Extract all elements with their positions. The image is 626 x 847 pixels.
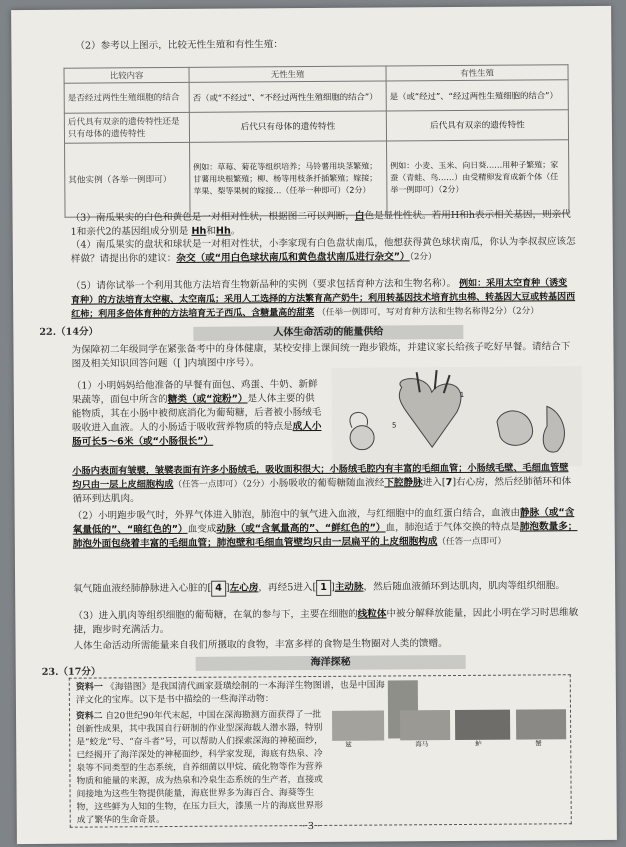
q22-1-text3: 小肠吸收的葡萄糖随血液经 <box>269 477 385 490</box>
heart-illustration <box>332 366 583 468</box>
material-1-text: 《海错图》是我国清代画家聂璜绘制的一本海洋生物图谱，也是中国海洋文化的宝库。以下是书中描绘的一些海洋动物： <box>75 680 385 706</box>
q22-1-score: （任答一点即可）（2分） <box>173 479 270 490</box>
q22-3-text: （3）进入肌肉等组织细胞的葡萄糖，在氧的参与下，主要在细胞的 <box>73 608 358 622</box>
q3: （3）南瓜果实的白色和黄色是一对相对性状，根据图二可以判断，白色是显性性状。若用H和h表示相关基因，则亲代1和亲代2的基因组成分别是 Hh和Hh。 <box>70 209 571 238</box>
q23-title: 海洋探秘 <box>196 655 466 671</box>
q22-3-text2: 中被分解释放能量，因此小明在学习时思维敏捷，跑步时充满活力。 <box>73 607 579 636</box>
table-cell-answer: 后代具有双亲的遗传特性 <box>386 110 568 141</box>
fish-image <box>400 710 450 740</box>
table-cell-answer: 是（或“经过”、“经过两性生殖细胞的结合”） <box>386 80 568 111</box>
q22-1-number: 7 <box>445 477 453 489</box>
svg-text:5: 5 <box>391 421 397 430</box>
q3-answer-color: 白 <box>354 210 365 222</box>
q22-1-text2: 是人体主要的供能物质，其在小肠中被彻底消化为葡萄糖，后者被小肠绒毛吸收进入血液。人的小肠适于吸收营养物质的特点是 <box>71 392 322 434</box>
q22-2-text3: 血，肺泡适于气体交换的特点是 <box>385 521 520 534</box>
q22-2-number1: 4 <box>211 581 226 597</box>
q3-genotype-1: Hh <box>191 225 207 237</box>
q3-and: 和 <box>206 225 216 237</box>
q22-3-answer: 线粒体 <box>357 608 387 620</box>
material-1-label: 资料一 <box>75 682 103 693</box>
img-caption: 蟹 <box>535 739 542 748</box>
q22-2-score: （任答一点即可） <box>437 536 507 548</box>
material-box <box>69 674 572 828</box>
lobster-image <box>455 710 510 740</box>
table-cell: 是否经过两性生殖细胞的结合 <box>64 82 189 113</box>
q22-2-answer2: 动脉（或“含氧量高的”、“鲜红色的”） <box>216 522 386 535</box>
q4-text: （4）南瓜果实的盘状和球状是一对相对性状，小李家现有白色盘状南瓜，他想获得黄色球状南瓜，你认为李叔叔应该怎样做？请提出你的建议： <box>70 236 576 265</box>
q22-1-answer1: 糖类（或“淀粉”） <box>167 393 248 406</box>
q22-part2-b <box>73 578 578 598</box>
q22-2-answer1: 静脉（或“含氧量低的”、“暗红色的”） <box>72 507 575 536</box>
animal-images <box>70 675 570 678</box>
q22-2-number2: 1 <box>316 580 331 596</box>
q5 <box>71 276 576 322</box>
table-cell-answer: 例如：草莓、菊花等组织培养；马铃薯用块茎繁殖；甘薯用块根繁殖；柳、杨等用枝条扦插繁殖；嫁接；苹果、梨等果树的嫁接…（任举一种即可）（2分） <box>190 141 388 216</box>
q22-2-answer4: 左心房 <box>229 582 259 594</box>
q5-text: （5）请你试举一个利用其他方法培育生物新品种的实例（要求包括育种方法和生物名称）。 <box>70 278 457 292</box>
q3-genotype-2: Hh <box>215 225 231 237</box>
comparison-table <box>63 64 569 218</box>
crab-image <box>516 709 566 739</box>
q23-number: 23.（17分） <box>41 666 101 678</box>
q22-1-text4: 进入[ <box>422 477 446 489</box>
q22-1-answer2: 成人小肠可长5～6米（或“小肠很长”） <box>72 420 322 448</box>
q22-2-text: （2）小明跑步吸气时，外界气体进入肺泡，肺泡中的氧气进入血液，与红细胞中的血红蛋白结合，血液由 <box>72 507 521 522</box>
q22-1-text: （1）小明妈妈给他准备的早餐有面包、鸡蛋、牛奶、新鲜果蔬等，面包中所含的 <box>71 378 318 406</box>
q4-score: （2分） <box>409 252 437 263</box>
table-cell: 其他实例（各举一例即可） <box>65 142 191 217</box>
q22-2-text4: 氧气随血液经肺静脉进入心脏的[ <box>73 582 212 595</box>
q22-2-text7: ] <box>330 581 335 593</box>
material-2-text: 自20世纪90年代末起，中国在深海勘测方面获得了一批创新性成果，其中我国自行研制的作业型深海载人潜水器，特别是“蛟龙”号、“奋斗者”号，可以帮助人们探索深海的神秘面纱，已经揭开了海洋深处的神秘面纱，科学家发现，海底有热泉、冷泉等不同类型的生态系统，自养细菌以甲烷、硫化物等作为营养物质和能量的来源，成为热泉和冷泉生态系统的生产者，直接或间接地为这些生物提供能量，海底世界多为海百合、海葵等生物，这些鲜为人知的生物，在压力巨大，漆黑一片的海底世界形成了繁华的生命奇景。 <box>76 709 324 826</box>
q3-text: （3）南瓜果实的白色和黄色是一对相对性状，根据图二可以判断， <box>70 210 355 224</box>
q22-part1 <box>72 378 322 450</box>
img-caption: 鲈 <box>475 739 482 748</box>
q22-2-answer5: 主动脉 <box>334 581 364 593</box>
material-2 <box>76 709 327 828</box>
img-caption: 海马 <box>415 740 429 749</box>
exam-page <box>11 6 617 844</box>
q22-1-text5: ]右心房，然后经肺循环和体循环到达肌肉。 <box>72 476 572 505</box>
q4-answer: 杂交（或“用白色球状南瓜和黄色盘状南瓜进行杂交”） <box>176 251 410 264</box>
table-header: 比较内容 <box>64 67 189 83</box>
q22-part2 <box>73 506 578 552</box>
q22-part3 <box>73 606 578 638</box>
q22-ending: 人体生命活动所需能量来自我们所摄取的食物，丰富多样的食物是生物圈对人类的馈赠。 <box>73 638 448 652</box>
table-cell: 后代具有双亲的遗传特性还是只有母体的遗传特性 <box>64 112 189 143</box>
q22-2-text2: 血变成 <box>187 523 217 535</box>
svg-text:1: 1 <box>459 390 465 399</box>
img-caption: 鲨 <box>345 740 352 749</box>
q22-1-answer3: 小肠内表面有皱襞，皱襞表面有许多小肠绒毛，吸收面积很大；小肠绒毛腔内有丰富的毛细血管；小肠绒毛壁、毛细血管壁均只由一层上皮细胞构成 <box>72 462 569 491</box>
table-header: 有性生殖 <box>386 65 568 81</box>
page-number: · 3 · <box>301 820 321 833</box>
material-2-label: 资料二 <box>75 711 103 722</box>
q22-title: 人体生命活动的能量供给 <box>193 325 463 341</box>
q22-intro: 为保障初二年级同学在紧张备考中的身体健康，某校安排上课间统一跑步锻炼，并建议家长给孩子吃好早餐。请结合下图及相关知识回答问题（[ ]内填图中序号）。 <box>71 341 571 370</box>
table-cell-answer: 后代只有母体的遗传特性 <box>189 111 386 142</box>
q22-2-text5: ] <box>225 582 230 594</box>
heart-diagram <box>332 366 583 468</box>
table-cell-answer: 例如：小麦、玉米、向日葵……用种子繁殖；家蚕（青蛙、鸟……）由受精卵发育成新个体（任举一例即可）（2分） <box>387 140 570 215</box>
q22-1-answer4: 下腔静脉 <box>384 477 423 489</box>
shark-image <box>332 711 384 741</box>
q22-number: 22.（14分） <box>39 326 99 338</box>
q-compare-intro: （2）参考以上图示，比较无性生殖和有性生殖： <box>75 39 283 52</box>
table-cell-answer: 否（或“不经过”、“不经过两性生殖细胞的结合”） <box>189 81 386 112</box>
q22-2-text6: ，再经5进入[ <box>258 581 317 594</box>
q3-text2: 色是显性性状。若用H和h表示相关基因，则亲代1和亲代2的基因组成分别是 <box>70 209 571 238</box>
q22-part1-b <box>72 461 577 507</box>
q22-2-answer3: 肺泡数量多；肺泡外面包绕着丰富的毛细血管；肺泡壁和毛细血管壁均只由一层扁平的上皮细胞构成 <box>72 521 578 550</box>
material-1 <box>76 680 386 708</box>
table-header: 无性生殖 <box>189 66 386 82</box>
q5-answer: 例如：采用太空育种（诱变育种）的方法培育太空椒、太空南瓜；采用人工选择的方法繁育高产奶牛；利用转基因技术培育抗虫棉、转基因大豆或转基因西红柿；利用多倍体育种的方法培育无子西瓜、含糖量高的甜菜 <box>71 278 576 320</box>
q22-2-text8: ，然后随血液循环到达肌肉，肌肉等组织细胞。 <box>363 580 565 593</box>
q5-score: （任举一例即可，写对育种方法和生物名称得2分）（2分） <box>317 306 539 318</box>
q4 <box>71 235 576 267</box>
